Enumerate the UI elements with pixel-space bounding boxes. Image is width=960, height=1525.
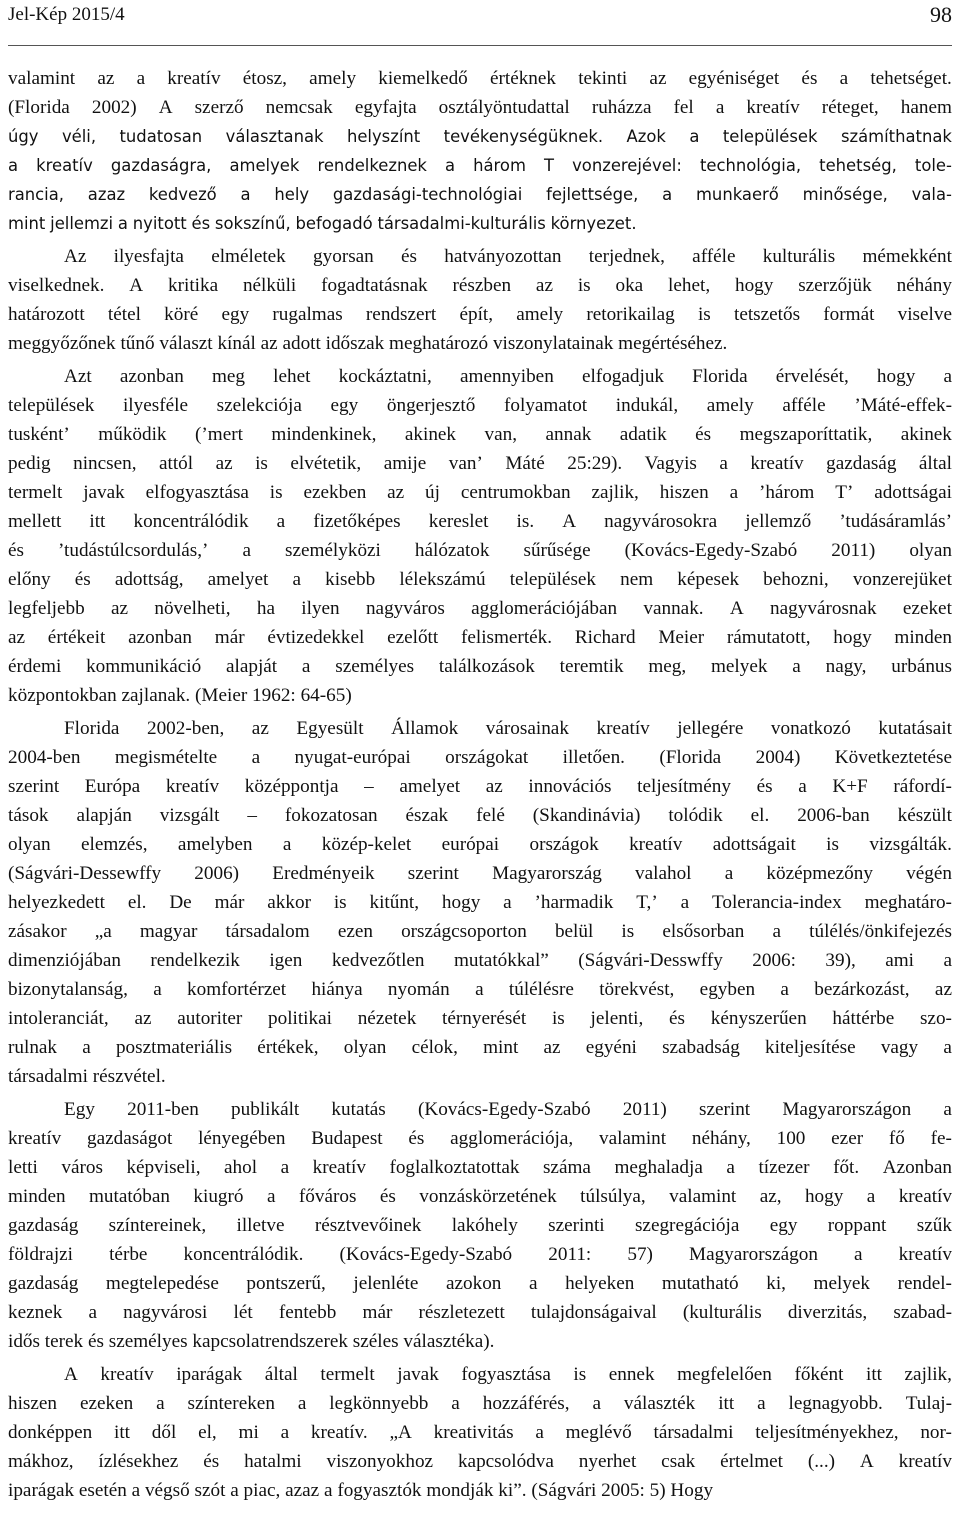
text-line: érdemi kommunikáció alapját a személyes találkozások teremtik meg, melyek a nagy, urbánus [8,656,952,677]
text-line: rancia, azaz kedvező a hely gazdasági-technológiai fejlettsége, a munkaerő minősége, vala- [8,185,952,204]
text-line: kreatív gazdaságot lényegében Budapest és agglomerációja, valamint néhány, 100 ezer fő fe- [8,1128,952,1149]
text-line: hiszen ezeken a színtereken a legkönnyebb a hozzáférés, a választék itt a legnagyobb. Tulaj- [8,1393,952,1414]
text-line: a kreatív gazdaságra, amelyek rendelkeznek a három T vonzerejével: technológia, tehetség, tole- [8,156,952,175]
text-line: keznek a nagyvárosi lét fentebb már részletezett tulajdonságaival (kulturális diverzitás, szabad- [8,1302,952,1323]
text-line: donképpen itt dől el, mi a kreatív. „A kreativitás a meglévő társadalmi teljesítményekhez, nor- [8,1422,952,1443]
page-body [8,64,952,1505]
page-number: 98 [930,2,952,27]
text-line: bizonytalanság, a komfortérzet hiánya nyomán a túlélésre törekvést, egyben a bezárkozást, az [8,979,952,1000]
text-line: Azt azonban meg lehet kockáztatni, amennyiben elfogadjuk Florida érvelését, hogy a [64,366,952,387]
text-line: társadalmi részvétel. [8,1066,166,1087]
text-line: idős terek és személyes kapcsolatrendszerek széles választéka). [8,1331,495,1352]
paragraph [8,714,952,1091]
text-line: olyan elemzés, amelyben a közép-kelet európai országok kreatív adottságait is vizsgálták. [8,834,952,855]
text-line: termelt javak elfogyasztása is ezekben az új centrumokban zajlik, hiszen a ’három T’ adottságai [8,482,952,503]
text-line: zásakor „a magyar társadalom ezen országcsoporton belül is elsősorban a túlélés/önkifejezés [8,921,952,942]
paragraph [8,1095,952,1356]
header-rule [8,45,952,46]
running-header [8,4,952,26]
text-line: Egy 2011-ben publikált kutatás (Kovács-Egedy-Szabó 2011) szerint Magyarországon a [64,1099,952,1120]
text-line: gazdaság színtereinek, illetve résztvevőinek lakóhely szerinti szegregációja egy roppant szűk [8,1215,952,1236]
text-line: és ’tudástúlcsordulás,’ a személyközi hálózatok sűrűsége (Kovács-Egedy-Szabó 2011) olyan [8,540,952,561]
paragraph [8,1360,952,1505]
text-line: gazdaság megtelepedése pontszerű, jelenléte azokon a helyeken mutatható ki, melyek rendel- [8,1273,952,1294]
paragraph [8,242,952,358]
text-line: szerint Európa kreatív középpontja – amelyet az innovációs teljesítmény és a K+F ráfordí- [8,776,952,797]
text-line: letti város képviseli, ahol a kreatív foglalkoztatottak száma meghaladja a tízezer főt. Azonban [8,1157,952,1178]
text-line: úgy véli, tudatosan választanak helyszínt tevékenységüknek. Azok a települések számíthatnak [8,127,952,146]
text-line: központokban zajlanak. (Meier 1962: 64-65) [8,685,352,706]
text-line: A kreatív iparágak által termelt javak fogyasztása is ennek megfelelően főként itt zajlik, [64,1364,952,1385]
text-line: 2004-ben megismételte a nyugat-európai országokat illetően. (Florida 2004) Következtetése [8,747,952,768]
text-line: minden mutatóban kiugró a főváros és vonzáskörzetének túlsúlya, valamint az, hogy a kreatív [8,1186,952,1207]
text-line: Florida 2002-ben, az Egyesült Államok városainak kreatív jellegére vonatkozó kutatásait [64,718,952,739]
text-line: mint jellemzi a nyitott és sokszínű, befogadó társadalmi-kulturális környezet. [8,214,637,233]
text-line: rulnak a posztmateriális értékek, olyan célok, mint az egyéni szabadság kiteljesítése vagy a [8,1037,952,1058]
text-line: mellett itt koncentrálódik a fizetőképes kereslet is. A nagyvárosokra jellemző ’tudásáramlás’ [8,511,952,532]
journal-title: Jel-Kép 2015/4 [8,4,125,25]
text-line: dimenziójában rendelkezik igen kedvezőtlen mutatókkal” (Ságvári-Desswffy 2006: 39), ami a [8,950,952,971]
text-line: pedig nincsen, attól az is elvétetik, amije van’ Máté 25:29). Vagyis a kreatív gazdaság által [8,453,952,474]
text-line: viselkednek. A kritika nélküli fogadtatásnak részben az is oka lehet, hogy szerzőjük néhány [8,275,952,296]
text-line: helyezkedett el. De már akkor is kitűnt, hogy a ’harmadik T,’ a Tolerancia-index meghatáro- [8,892,952,913]
text-line: intoleranciát, az autoriter politikai nézetek térnyerését is jelenti, és kényszerűen háttérbe szo- [8,1008,952,1029]
text-line: települések ilyesféle szelekciója egy öngerjesztő folyamatot indukál, amely afféle ’Máté-effek- [8,395,952,416]
text-line: tusként’ működik (’mert mindenkinek, akinek van, annak adatik és megszaporíttatik, akinek [8,424,952,445]
text-line: iparágak esetén a végső szót a piac, azaz a fogyasztók mondják ki”. (Ságvári 2005: 5) Hogy [8,1480,714,1501]
text-line: (Florida 2002) A szerző nemcsak egyfajta osztályöntudattal ruházza fel a kreatív réteget, hanem [8,97,952,118]
text-line: tások alapján vizsgált – fokozatosan észak felé (Skandinávia) tolódik el. 2006-ban készült [8,805,952,826]
text-line: az értékeit azonban már évtizedekkel ezelőtt felismerték. Richard Meier rámutatott, hogy minden [8,627,952,648]
paragraph [8,362,952,710]
text-line: valamint az a kreatív étosz, amely kiemelkedő értéknek tekinti az egyéniséget és a tehetséget. [8,68,952,89]
text-line: legfeljebb az növelheti, ha ilyen nagyváros agglomerációjában vannak. A nagyvárosnak ezeket [8,598,952,619]
text-line: mákhoz, ízlésekhez és hatalmi viszonyokhoz kapcsolódva nyerhet csak értelmet (...) A kreatív [8,1451,952,1472]
paragraph [8,64,952,238]
text-line: (Ságvári-Dessewffy 2006) Eredményeik szerint Magyarország valahol a középmezőny végén [8,863,952,884]
text-line: földrajzi térbe koncentrálódik. (Kovács-Egedy-Szabó 2011: 57) Magyarországon a kreatív [8,1244,952,1265]
text-line: meggyőzőnek tűnő választ kínál az adott időszak meghatározó viszonylatainak megértéséhez. [8,333,728,354]
text-line: határozott tétel köré egy rugalmas rendszert épít, amely retorikailag is tetszetős formát viselve [8,304,952,325]
text-line: előny és adottság, amelyet a kisebb lélekszámú települések nem képesek behozni, vonzerejüket [8,569,952,590]
text-line: Az ilyesfajta elméletek gyorsan és hatványozottan terjednek, afféle kulturális mémekként [64,246,952,267]
